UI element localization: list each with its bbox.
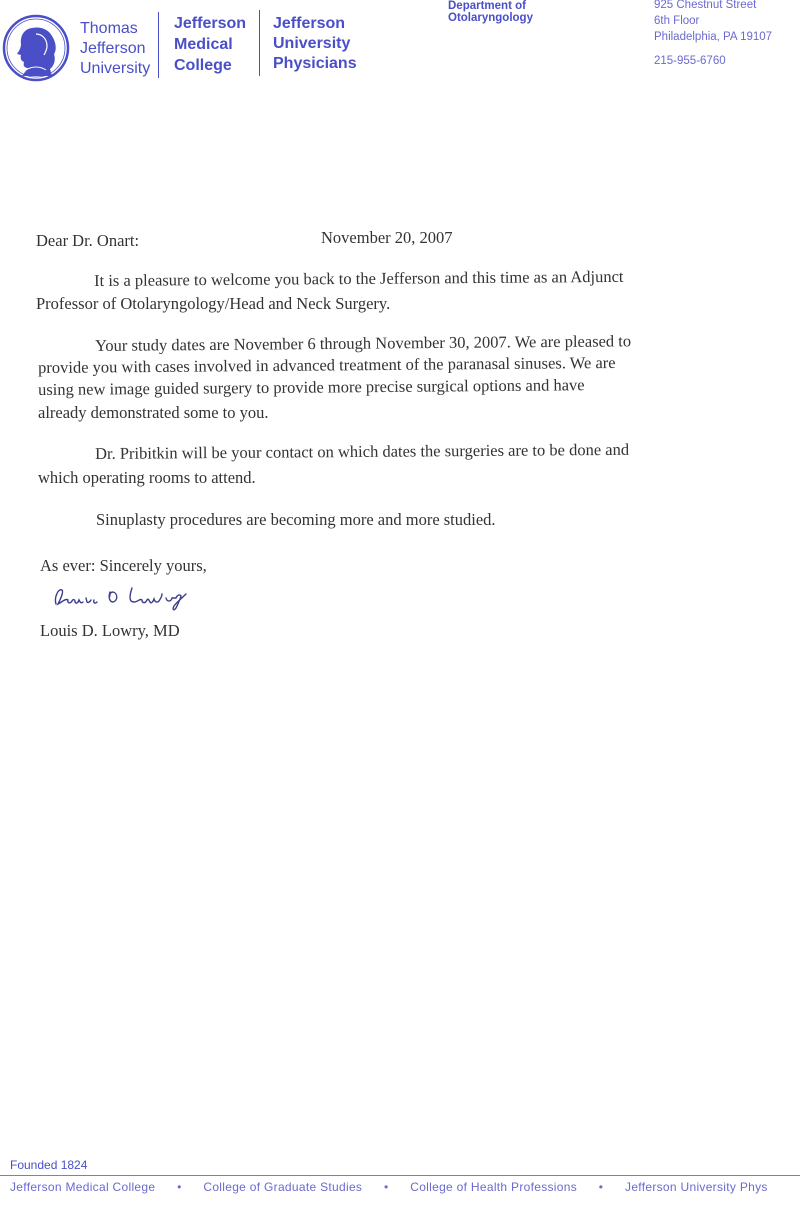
- university-name-line-2: Jefferson: [80, 40, 146, 57]
- department-name: Department of Otolaryngology: [448, 0, 533, 24]
- address-city: Philadelphia, PA 19107: [654, 31, 773, 43]
- physicians-name-line-3: Physicians: [273, 55, 357, 72]
- paragraph-2-line-4: already demonstrated some to you.: [38, 403, 269, 422]
- paragraph-3-line-1: Dr. Pribitkin will be your contact on which dates the surgeries are to be done and: [95, 439, 630, 463]
- letterhead-divider: [259, 10, 260, 76]
- footer-divider: [0, 1175, 800, 1176]
- paragraph-1-line-1: It is a pleasure to welcome you back to the Jefferson and this time as an Adjunct: [94, 266, 624, 290]
- university-name-line-3: University: [80, 60, 151, 77]
- founded-year: Founded 1824: [10, 1158, 88, 1172]
- signer-name: Louis D. Lowry, MD: [40, 621, 180, 640]
- physicians-name-line-2: University: [273, 35, 351, 52]
- college-name-line-2: Medical: [174, 36, 233, 53]
- bullet-separator: •: [598, 1180, 604, 1194]
- college-name-line-1: Jefferson: [174, 15, 247, 32]
- footer-item: College of Graduate Studies: [203, 1180, 363, 1194]
- paragraph-2-line-2: provide you with cases involved in advanced treatment of the paranasal sinuses. We are: [38, 352, 616, 377]
- paragraph-1-line-2: Professor of Otolaryngology/Head and Neck Surgery.: [36, 294, 391, 313]
- footer-item: Jefferson Medical College: [10, 1180, 156, 1194]
- university-seal-icon: [2, 14, 70, 82]
- handwritten-signature: [50, 580, 220, 612]
- paragraph-2-line-1: Your study dates are November 6 through November 30, 2007. We are pleased to: [95, 331, 632, 355]
- footer-institutions: [10, 1180, 768, 1194]
- salutation: Dear Dr. Onart:: [36, 231, 140, 250]
- footer-item: College of Health Professions: [410, 1180, 578, 1194]
- university-name-line-1: Thomas: [80, 20, 138, 37]
- phone-number: 215-955-6760: [654, 55, 726, 67]
- letterhead-divider: [158, 12, 159, 78]
- letter-date: November 20, 2007: [321, 228, 453, 247]
- paragraph-4: Sinuplasty procedures are becoming more and more studied.: [96, 510, 496, 529]
- footer-item: Jefferson University Phys: [625, 1180, 768, 1194]
- closing: As ever: Sincerely yours,: [40, 556, 207, 575]
- paragraph-3-line-2: which operating rooms to attend.: [38, 468, 256, 487]
- paragraph-2-line-3: using new image guided surgery to provide more precise surgical options and have: [38, 375, 585, 399]
- bullet-separator: •: [177, 1180, 182, 1194]
- address-floor: 6th Floor: [654, 15, 700, 27]
- physicians-name-line-1: Jefferson: [273, 15, 346, 32]
- college-name-line-3: College: [174, 57, 232, 74]
- address-street: 925 Chestnut Street: [654, 0, 757, 11]
- bullet-separator: •: [383, 1180, 389, 1194]
